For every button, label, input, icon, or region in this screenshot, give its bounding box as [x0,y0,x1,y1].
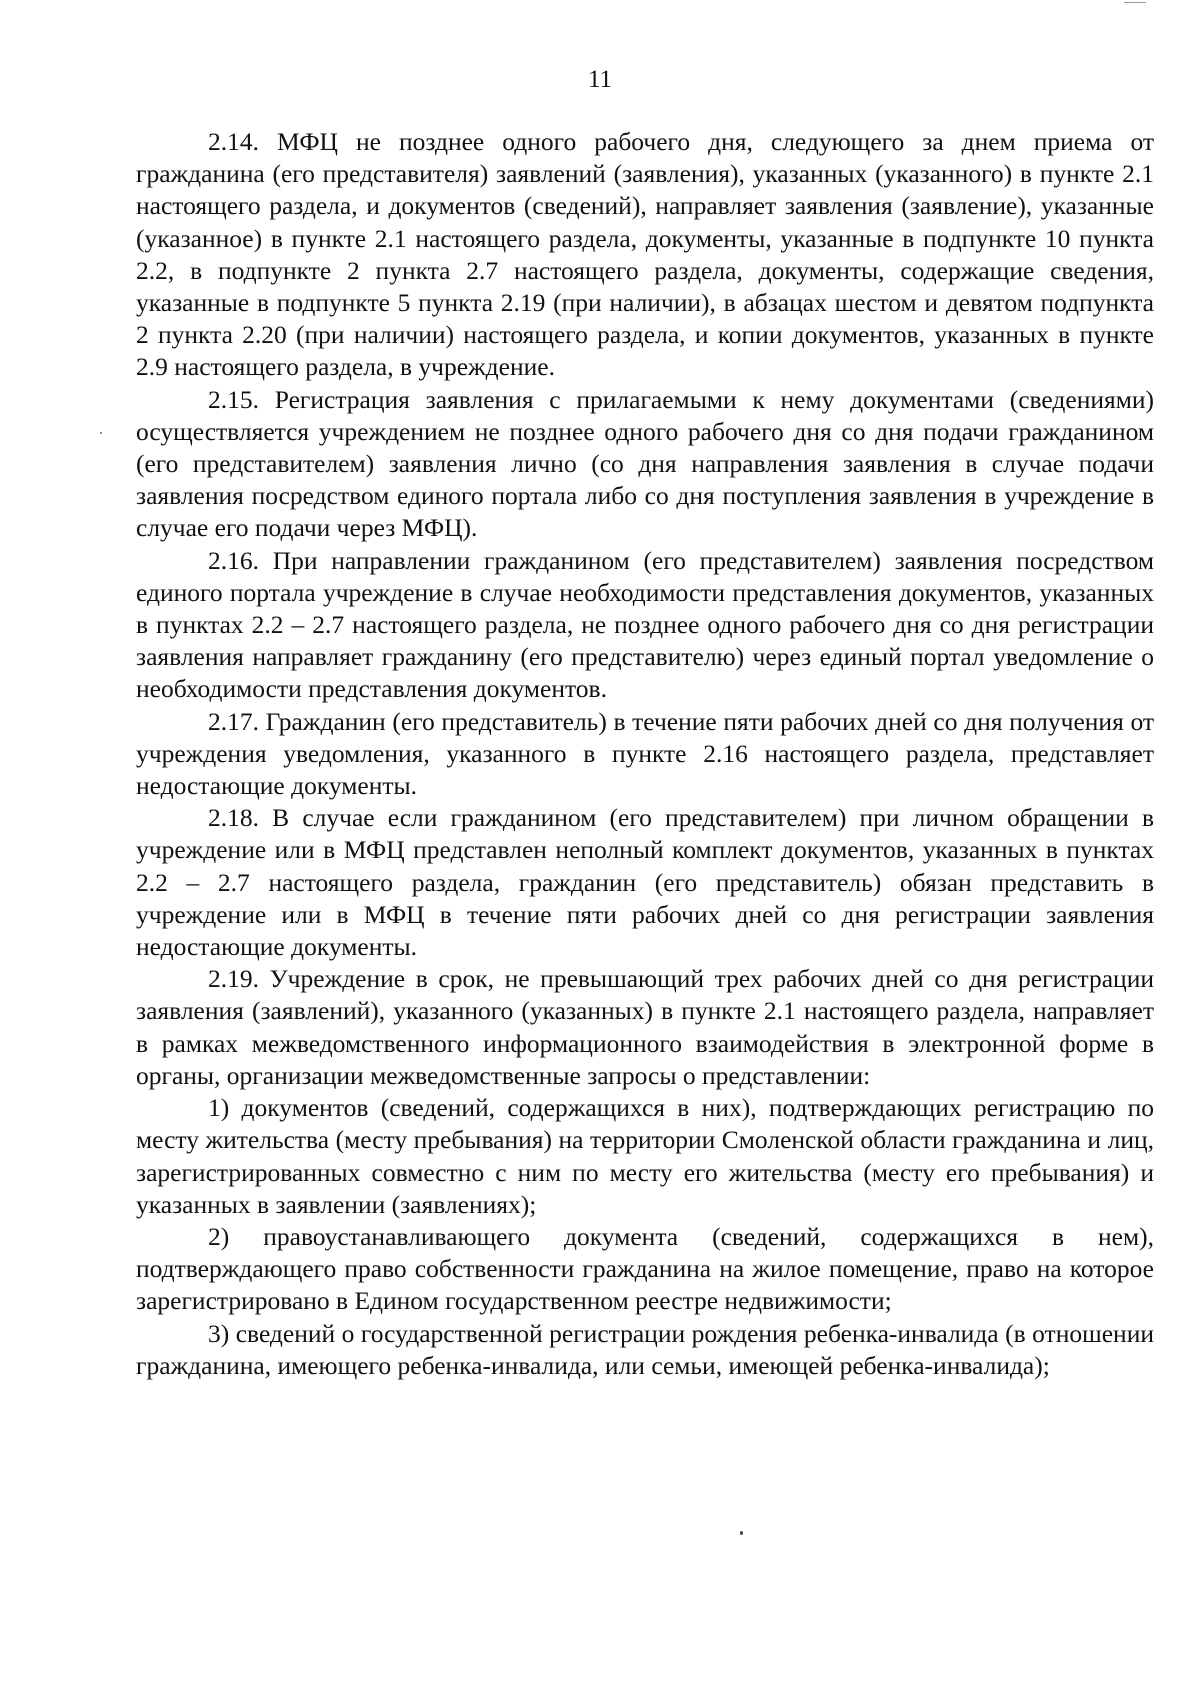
paragraph-2-17: 2.17. Гражданин (его представитель) в течение пяти рабочих дней со дня получения от учреждения уведомления, указанного в пункте 2.16 настоящего раздела, представляет недостающие документы. [136,706,1154,801]
scan-artifact-dot [100,432,102,434]
page-number: 11 [587,66,613,93]
list-item-1: 1) документов (сведений, содержащихся в них), подтверждающих регистрацию по месту жительства (месту пребывания) на территории Смоленской области гражданина и лиц, зарегистрированных совместно с ним по месту его жительства (месту его пребывания) и указанных в заявлении (заявлениях); [136,1093,1154,1219]
paragraph-2-19: 2.19. Учреждение в срок, не превышающий трех рабочих дней со дня регистрации заявления (заявлений), указанного (указанных) в пункте 2.1 настоящего раздела, направляет в рамках межведомственного информационного взаимодействия в электронной форме в органы, организации межведомственные запросы о представлении: [136,964,1154,1090]
paragraph-2-16: 2.16. При направлении гражданином (его представителем) заявления посредством единого портала учреждение в случае необходимости представления документов, указанных в пунктах 2.2 – 2.7 настоящего раздела, не позднее одного рабочего дня со дня регистрации заявления направляет гражданину (его представителю) через единый портал уведомление о необходимости представления документов. [136,545,1154,704]
list-item-2: 2) правоустанавливающего документа (сведений, содержащихся в нем), подтверждающего право собственности гражданина на жилое помещение, право на которое зарегистрировано в Едином государственном реестре недвижимости; [136,1221,1154,1316]
paragraph-2-18: 2.18. В случае если гражданином (его представителем) при личном обращении в учреждение или в МФЦ представлен неполный комплект документов, указанных в пунктах 2.2 – 2.7 настоящего раздела, гражданин (его представитель) обязан представить в учреждение или в МФЦ в течение пяти рабочих дней со дня регистрации заявления недостающие документы. [136,803,1154,962]
paragraph-2-15: 2.15. Регистрация заявления с прилагаемыми к нему документами (сведениями) осуществляется учреждением не позднее одного рабочего дня со дня подачи гражданином (его представителем) заявления лично (со дня направления заявления в случае подачи заявления посредством единого портала либо со дня поступления заявления в учреждение в случае его подачи через МФЦ). [136,384,1154,543]
paragraph-2-14: 2.14. МФЦ не позднее одного рабочего дня, следующего за днем приема от гражданина (его представителя) заявлений (заявления), указанных (указанного) в пункте 2.1 настоящего раздела, и документов (сведений), направляет заявления (заявление), указанные (указанное) в пункте 2.1 настоящего раздела, документы, указанные в подпункте 10 пункта 2.2, в подпункте 2 пункта 2.7 настоящего раздела, документы, содержащие сведения, указанные в подпункте 5 пункта 2.19 (при наличии), в абзацах шестом и девятом подпункта 2 пункта 2.20 (при наличии) настоящего раздела, и копии документов, указанных в пункте 2.9 настоящего раздела, в учреждение. [136,127,1154,382]
document-body [136,126,1154,1382]
scan-artifact-line [1124,2,1146,3]
list-item-3: 3) сведений о государственной регистрации рождения ребенка-инвалида (в отношении гражданина, имеющего ребенка-инвалида, или семьи, имеющей ребенка-инвалида); [136,1318,1154,1380]
scan-artifact-dot [740,1531,743,1535]
